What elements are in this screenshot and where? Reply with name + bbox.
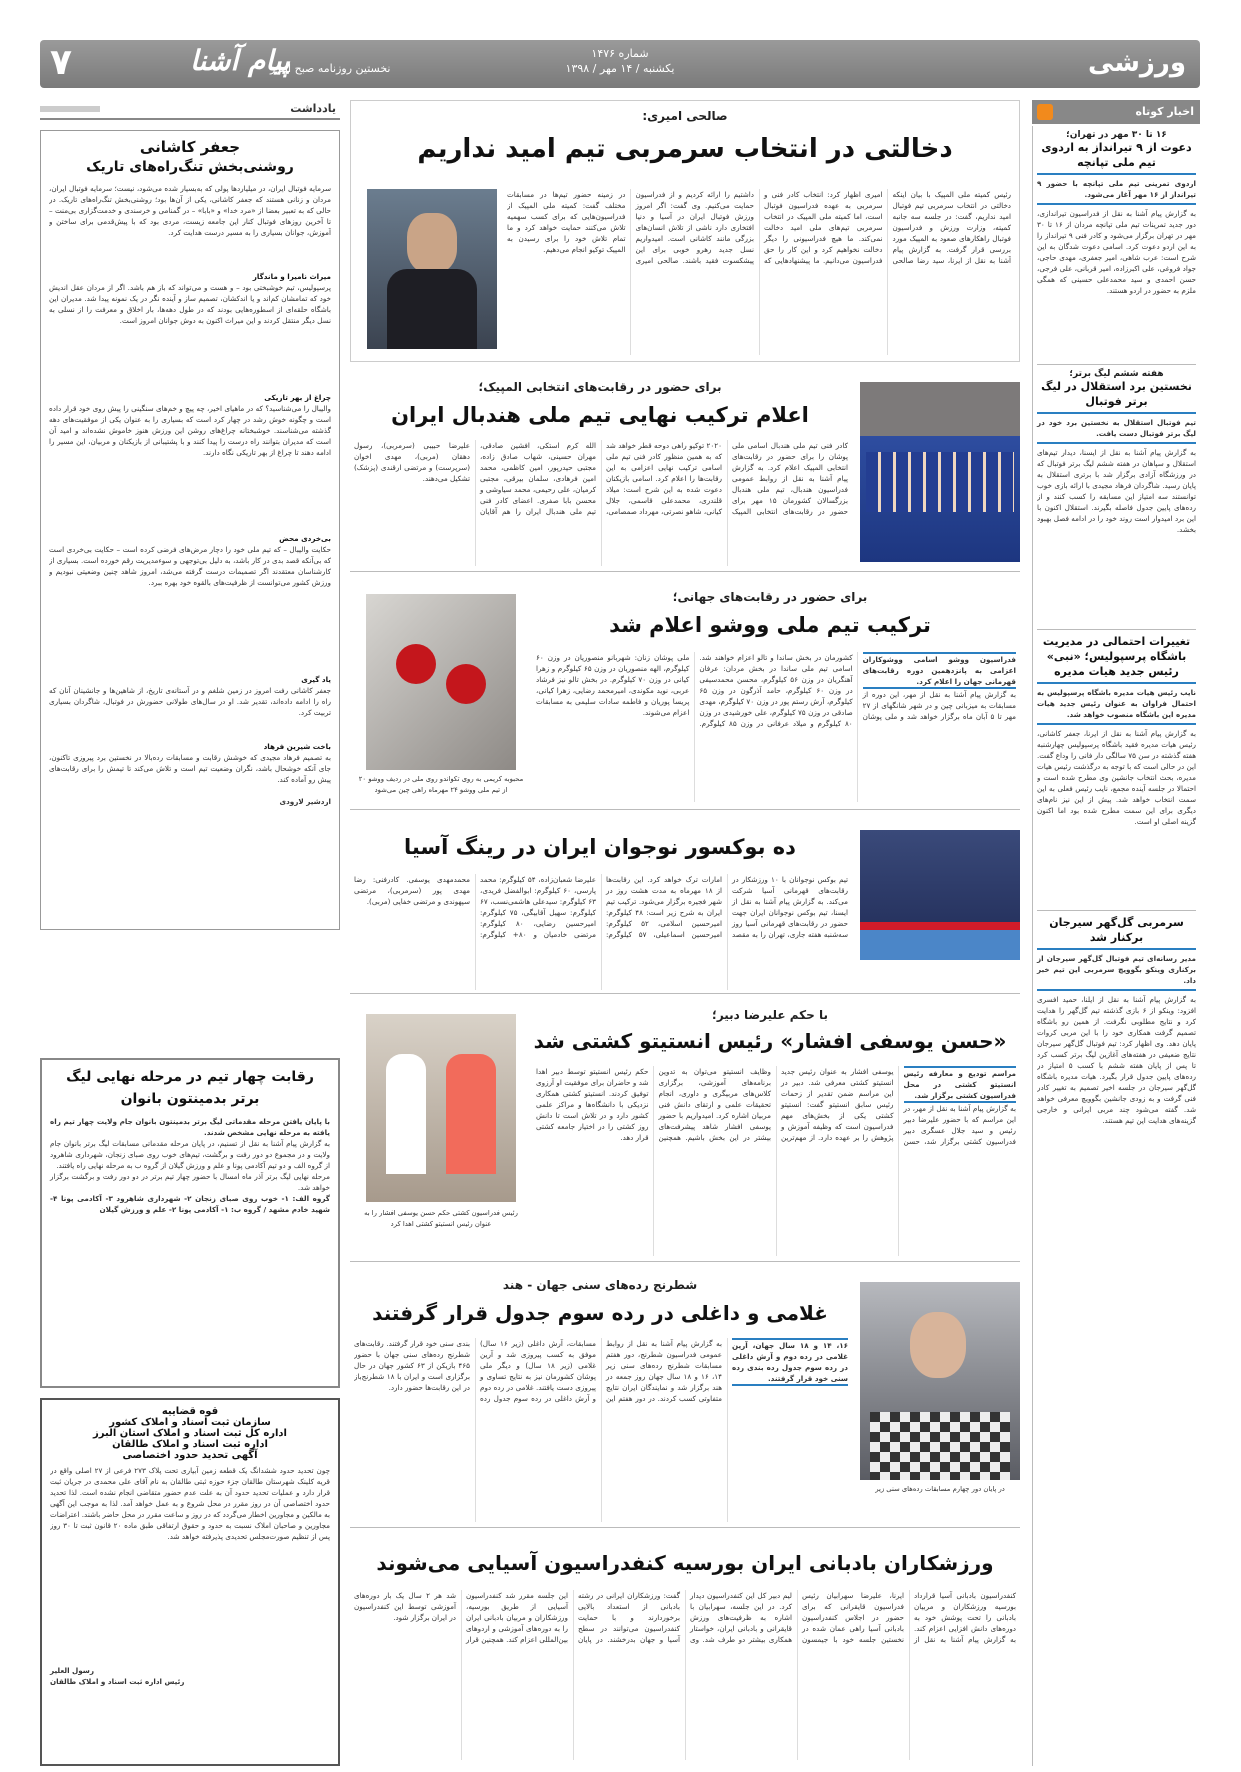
- label-decoration: [40, 106, 100, 112]
- note-title: روشنی‌بخش تنگ‌راه‌های تاریک: [86, 159, 294, 175]
- a6-headline: غلامی و داغلی در رده سوم جدول قرار گرفتند: [372, 1301, 828, 1325]
- a3-caption: محبوبه کریمی به روی تکواندو روی ملی در ردیف ووشو ۲۰ از تیم ملی ووشو ۲۴ مهرماه راهی چین می‌شود: [358, 775, 524, 794]
- a2-headline: اعلام ترکیب نهایی تیم ملی هندبال ایران: [391, 403, 809, 427]
- a6-body-wrap: [354, 1338, 848, 1522]
- ad-title: آگهی تحدید حدود اختصاصی: [122, 1450, 258, 1461]
- ad-org: سازمان ثبت اسناد و املاک کشور: [109, 1417, 271, 1428]
- note-author: جعفر کاشانی: [139, 138, 241, 156]
- note-header: [40, 100, 340, 120]
- a3-lead: فدراسیون ووشو اسامی ووشوکاران اعزامی به پانزدهمین دوره رقابت‌های قهرمانی جهان را اعلام کرد.: [863, 652, 1016, 689]
- person-image: [387, 269, 477, 349]
- news4-title: سرمربی گل‌گهر سیرجان برکنار شد: [1049, 916, 1184, 944]
- boxing-glove-image: [446, 664, 486, 704]
- note-sub5-text: به تصمیم فرهاد مجیدی که خوشش رقابت و مسابقات رده‌بالا در نخستین برد پیروزی تاکنون، جای آنکه خوشحال باشد، نگران وضعیت تیم است و تلاش می‌کند تا تیمش را برای رقابت‌های پیش رو آماده کند.: [49, 753, 331, 784]
- team-image: [866, 452, 1014, 512]
- news1-title: دعوت از ۹ تیرانداز به اردوی تیم ملی تپانچه: [1041, 141, 1192, 169]
- page-header: [40, 40, 1200, 88]
- ad-signer: رسول العلیر: [50, 1666, 95, 1675]
- short-news-label: اخبار کوتاه: [1135, 105, 1194, 118]
- a5-lead: مراسم تودیع و معارفه رئیس انستیتو کشتی در محل فدراسیون کشتی برگزار شد.: [904, 1066, 1017, 1103]
- a3-body: به گزارش پیام آشنا به نقل از مهر، این دوره از مسابقات به میزبانی چین و در شهر شانگهای از ۲۷ مهر تا ۵ آبان ماه برگزار خواهد شد و ملی پوشان کشورمان در بخش ساندا و تالو اعزام خواهند شد. اسامی تیم ملی ساندا در بخش مردان: عرفان آهنگریان در وزن ۵۶ کیلوگرم، محسن محمدسیفی در وزن ۶۰ کیلوگرم، حامد آذرگون در وزن ۶۵ کیلوگرم، آرش رستم پور در وزن ۷۰ کیلوگرم، مهدی صادقی در وزن ۷۵ کیلوگرم، علی خورشیدی در وزن ۸۰ کیلوگرم و میلاد عرفانی در وزن ۸۵ کیلوگرم. ملی پوشان زنان: شهربانو منصوریان در وزن ۶۰ کیلوگرم، الهه منصوریان در وزن ۶۵ کیلوگرم و زهرا کیانی در وزن ۷۰ کیلوگرم. در بخش تالو نیز فرشاد عربی، نوید مکوندی، امیرمحمد رضایی، زهرا کیانی، پریسا پوریان و فاطمه سادات سلیمی به مسابقات اعزام می‌شوند.: [536, 653, 1016, 728]
- note-sub3-text: حکایت والیبال – که تیم ملی خود را دچار مرض‌های فرضی کرده است – حکایت بی‌خردی است که بی‌آنکه قصد بدی در کار باشد، به دلیل بی‌توجهی و سوءمدیریت رقم خورده است. بسیاری از کارشناسان معتقدند اگر تصمیمات درست گرفته می‌شد، امروز شاهد چنین وضعیتی نبودیم و ورزش کشور می‌توانست از ظرفیت‌های بالقوه خود بهره ببرد.: [49, 545, 331, 587]
- chessboard-image: [870, 1412, 1010, 1480]
- note-sub4-title: یاد گیری: [301, 675, 331, 684]
- article-handball: [350, 372, 1020, 572]
- note-signature: اردشیر لارودی: [279, 797, 331, 806]
- issue-number: شماره ۱۴۷۶: [591, 47, 649, 60]
- note-sub2-text: والیبال را می‌شناسید؟ که در ماهیای اخیر، چه پیچ و خم‌های سنگینی را پیش روی خود قرار داده است و چگونه خوش رشد در چهار کرد است که بسیاری را به عنوان یکی از موفقیت‌های دهه گذشته می‌شناسند. خوشبختانه چراغ‌های روشن این ورزش هنوز خاموش نشده‌اند و امید آن است که مدیران بتوانند راه درست را پیدا کنند و با پشتیبانی از بازیکنان و مربیان، این مسیر را ادامه دهند تا چراغ از بهر تاریکی نگاه دارند.: [49, 404, 331, 457]
- a3-photo: [366, 594, 516, 770]
- article-wushu: [350, 582, 1020, 810]
- a4-photo: [860, 830, 1020, 960]
- a5-photo: [366, 1014, 516, 1202]
- ring-floor-image: [860, 930, 1020, 960]
- note-label: یادداشت: [290, 102, 336, 115]
- article-wrestling: [350, 1004, 1020, 1262]
- newspaper-tagline: نخستین روزنامه صبح البرز: [270, 62, 391, 75]
- section-title: ورزشی: [1088, 48, 1186, 78]
- note-sub1-title: میراث نامیرا و ماندگار: [252, 272, 331, 281]
- a6-body: به گزارش پیام آشنا به نقل از روابط عمومی فدراسیون شطرنج، دور هفتم مسابقات شطرنج رده‌های سنی زیر ۱۴، ۱۶ و ۱۸ سال جهان روز جمعه در هند برگزار شد و نمایندگان ایران نتایج متفاوتی کسب کردند. در دور هفتم این مسابقات، آرش داغلی (زیر ۱۶ سال) موفق به کسب پیروزی شد و آرین غلامی (زیر ۱۸ سال) و دیگر ملی پوشان کشورمان نیز به نتایج تساوی و پیروزی دست یافتند. غلامی در رده دوم و آرش داغلی در رده سوم جدول رده بندی سنی خود قرار گرفتند. رقابت‌های شطرنج رده‌های سنی جهان با حضور ۴۶۵ بازیکن از ۶۳ کشور جهان در حال برگزاری است و ایران با ۱۸ شطرنج‌باز در این رقابت‌ها حضور دارد.: [354, 1339, 723, 1403]
- news2-title: نخستین برد استقلال در لیگ برتر فوتبال: [1041, 380, 1192, 408]
- a1-photo: [367, 189, 497, 349]
- a3-body-wrap: [536, 652, 1016, 802]
- a2-photo: [860, 382, 1020, 562]
- a3-headline: ترکیب تیم ملی ووشو اعلام شد: [609, 613, 931, 637]
- a1-body: رئیس کمیته ملی المپیک با بیان اینکه دخالتی در انتخاب سرمربی تیم فوتبال امید نداریم، گفت: در جلسه سه جانبه کمیته، وزارت ورزش و فدراسیون فوتبال راهکارهای صعود به المپیک مورد بررسی قرار گرفت. به گزارش پیام آشنا به نقل از ایرنا، سید رضا صالحی امیری اظهار کرد: انتخاب کادر فنی و سرمربی به عهده فدراسیون فوتبال است، اما کمیته ملی المپیک در انتخاب سرمربی تیم‌های ملی امید دخالت نمی‌کند. ما هیچ فدراسیونی را دیگر دخالت نخواهیم کرد و این کار را حق فدراسیون می‌دانیم. ما پیشنهادهایی که داشتیم را ارائه کردیم و از فدراسیون حمایت می‌کنیم. وی گفت: اگر امروز ورزش فوتبال ایران در آسیا و دنیا افتخاری دارد ناشی از تلاش انسان‌های بزرگی مانند کاشانی است. امیدواریم نسل جدید رهرو خوبی برای این پیشکسوت فقید باشند. صالحی امیری در زمینه حضور تیم‌ها در مسابقات مختلف گفت: کمیته ملی المپیک از فدراسیون‌هایی که برای کسب سهمیه تلاش می‌کنند حمایت خواهد کرد و ما تمام تلاش خود را برای رسیدن به المپیک توکیو انجام می‌دهیم.: [507, 190, 1011, 265]
- ad-org3: اداره ثبت اسناد و املاک طالقان: [112, 1439, 268, 1450]
- badminton-body: به گزارش پیام آشنا به نقل از تسنیم، در پایان مرحله مقدماتی مسابقات لیگ برتر بانوان جام ولایت و در مجموع دو دور رفت و برگشت، تیم‌های خوب روی صبای زنجان، شهرداری شاهرود از گروه الف و دو تیم آکادمی پونا و علم و ورزش گیلان از گروه ب به مرحله نهایی راه یافتند.: [50, 1139, 330, 1170]
- article-olympic: [350, 100, 1020, 362]
- note-sub2-title: چراغ از بهر تاریکی: [264, 393, 331, 402]
- person-image: [386, 1054, 426, 1174]
- a1-kicker: صالحی امیری:: [642, 109, 728, 123]
- article-boxing: [350, 820, 1020, 994]
- a5-headline: «حسن یوسفی افشار» رئیس انستیتو کشتی شد: [533, 1029, 1007, 1053]
- note-sub4-text: جعفر کاشانی رفت امروز در زمین شلغم و در آستانه‌ی تاریخ، از شاهین‌ها و جانشینان آنان که راه را ادامه داده‌اند، تقدیر شد. او در سال‌های طولانی حضورش در فوتبال، شاگردان بسیاری تربیت کرد.: [49, 686, 331, 717]
- newspaper-logo: پیام آشنا: [190, 44, 291, 77]
- note-box: [40, 130, 340, 930]
- badminton-lead: با پایان یافتن مرحله مقدماتی لیگ برتر بدمینتون بانوان جام ولایت چهار تیم راه یافته به مرحله نهایی مشخص شدند.: [50, 1117, 330, 1137]
- news1-date: ۱۶ تا ۳۰ مهر در تهران؛: [1066, 130, 1167, 140]
- short-news-header: [1032, 100, 1200, 124]
- a7-headline: ورزشکاران بادبانی ایران بورسیه کنفدراسیون آسیایی می‌شوند: [376, 1551, 994, 1575]
- ad-judiciary: قوه قضاییه: [161, 1406, 219, 1417]
- rss-icon[interactable]: [1037, 104, 1053, 120]
- a7-body: کنفدراسیون بادبانی آسیا قرارداد بورسیه ورزشکاران و مربیان بادبانی را تحت پوشش خود به دوره‌های دانش افزایی اعزام کند. به گزارش پیام آشنا به نقل از ایرنا، علیرضا سهرابیان رئیس فدراسیون قایقرانی که برای حضور در اجلاس کنفدراسیون بادبانی آسیا راهی عمان شده در نخستین جلسه خود با جیمسون لیم دبیر کل این کنفدراسیون دیدار کرد. در این جلسه، سهرابیان با اشاره به ظرفیت‌های ورزش قایقرانی و بادبانی ایران، خواستار همکاری بیشتر دو طرف شد. وی گفت: ورزشکاران ایرانی در رشته بادبانی از استعداد بالایی برخوردارند و با حمایت کنفدراسیون می‌توانند در سطح آسیا و جهان بدرخشند. در پایان این جلسه مقرر شد کنفدراسیون آسیایی از طریق بورسیه، ورزشکاران و مربیان بادبانی ایران را به دوره‌های آموزشی و اردوهای بین‌المللی اعزام کند. همچنین قرار شد هر ۲ سال یک بار دوره‌های آموزشی توسط این کنفدراسیون در ایران برگزار شود.: [354, 1591, 1016, 1644]
- news3-title: تغییرات احتمالی در مدیریت باشگاه پرسپولیس؛ «نبی» رئیس جدید هیات مدیره: [1042, 635, 1191, 678]
- legal-ad: [40, 1398, 340, 1766]
- news2-kicker: هفته ششم لیگ برتر؛: [1069, 369, 1164, 379]
- issue-info: [40, 46, 1200, 76]
- person-image: [910, 1312, 966, 1378]
- badminton-results: گروه الف: ۱- خوب روی صبای زنجان ۲- شهرداری شاهرود ۳- آکادمی پونا ۴- شهید خادم مشهد / گروه ب: ۱- آکادمی پونا ۲- علم و ورزش گیلان: [50, 1194, 330, 1214]
- ad-body: چون تحدید حدود ششدانگ یک قطعه زمین آبیاری تحت پلاک ۲۷۳ فرعی از ۲۷ اصلی واقع در قریه کلینک شهرستان طالقان جزء حوزه ثبتی طالقان به نام آقای علی محمدی در جریان ثبت قرار دارد و عملیات تحدید حدود آن به علت عدم حضور متقاضی انجام نشده است. لذا تحدید حدود اختصاصی آن در روز مقرر در محل شروع و به عمل خواهد آمد. لذا به موجب این آگهی به مالکین و مجاورین اخطار می‌گردد که در روز و ساعت مقرر در محل حاضر باشند. اعتراضات مجاورین و صاحبان املاک نسبت به حدود و حقوق ارتفاقی طبق ماده ۲۰ قانون ثبت تا ۳۰ روز پس از تنظیم صورت‌مجلس تحدیدی پذیرفته خواهد شد.: [50, 1466, 330, 1541]
- a6-photo: [860, 1282, 1020, 1480]
- boxing-glove-image: [396, 644, 436, 684]
- a3-kicker: برای حضور در رقابت‌های جهانی؛: [672, 590, 868, 604]
- page-number: ۷: [50, 42, 72, 83]
- a6-kicker: شطرنج رده‌های سنی جهان - هند: [502, 1278, 698, 1292]
- article-chess: [350, 1272, 1020, 1528]
- note-sub1-text: پرسپولیس، تیم خوشبختی بود – و هست و می‌تواند که باز هم باشد. اگر از مردان عقل اندیش خود که تمامشان کم‌اند و یا اندکشان، تصمیم ساز و آینده نگر در یک نمونه پیدا شد. مدیران این باشگاه حلقه‌ای از اسطوره‌هایی بودند که در طول دهه‌ها، بار اخلاق و معرفت را از نسلی به نسل دیگر منتقل کردند و این میراث اکنون به دوش جوانان امروز است.: [49, 283, 331, 325]
- a6-lead: ۱۶، ۱۴ و ۱۸ سال جهان، آرین غلامی در رده دوم و آرش داغلی در رده سوم جدول رده بندی رده سنی خود قرار گرفتند.: [732, 1338, 848, 1386]
- issue-date: یکشنبه / ۱۴ مهر / ۱۳۹۸: [565, 62, 675, 75]
- badminton-box: [40, 1058, 340, 1388]
- badminton-body2: مرحله نهایی لیگ برتر آذر ماه امسال با حضور چهار تیم برتر در دو دور رفت و برگشت برگزار خواهد شد.: [50, 1172, 330, 1192]
- note-sub5-title: باخت شیرین فرهاد: [263, 742, 331, 751]
- a5-caption: رئیس فدراسیون کشتی حکم حسن یوسفی افشار را به عنوان رئیس انستیتو کشتی اهدا کرد: [364, 1209, 518, 1228]
- ring-rope-image: [860, 922, 1020, 930]
- a6-caption: در پایان دور چهارم مسابقات رده‌های سنی زیر: [875, 1485, 1005, 1493]
- a5-body: به گزارش پیام آشنا به نقل از مهر، در این مراسم که با حضور علیرضا دبیر رئیس و سید جلال عسگری دبیر فدراسیون کشتی برگزار شد، حسن یوسفی افشار به عنوان رئیس جدید انستیتو کشتی معرفی شد. دبیر در این مراسم ضمن تقدیر از زحمات رئیس سابق انستیتو گفت: انستیتو کشتی یکی از بخش‌های مهم فدراسیون است که وظیفه آموزش و پژوهش را بر عهده دارد. از مهم‌ترین وظایف انستیتو می‌توان به تدوین برنامه‌های آموزشی، برگزاری کلاس‌های مربیگری و داوری، انجام تحقیقات علمی و ارتقای دانش فنی مربیان اشاره کرد. امیدواریم با حضور یوسفی افشار شاهد پیشرفت‌های بیشتر در این بخش باشیم. همچنین حکم رئیس انستیتو توسط دبیر اهدا شد و حاضران برای موفقیت او آرزوی توفیق کردند. انستیتو کشتی همکاری نزدیکی با دانشگاه‌ها و مراکز علمی کشور دارد و در تلاش است تا دانش روز کشتی را در اختیار جامعه کشتی قرار دهد.: [536, 1067, 1016, 1146]
- news4-lead: مدیر رسانه‌ای تیم فوتبال گل‌گهر سیرجان از برکناری وینکو بگوویچ سرمربی این تیم خبر داد.: [1037, 954, 1196, 985]
- person-image: [407, 213, 457, 273]
- news3-lead: نایب رئیس هیات مدیره باشگاه پرسپولیس به احتمال فراوان به عنوان رئیس جدید هیات مدیره این باشگاه منصوب خواهد شد.: [1037, 688, 1196, 719]
- a5-body-wrap: [536, 1066, 1016, 1256]
- news4-body: به گزارش پیام آشنا به نقل از ایلنا، حمید افسری افزود: وینکو از ۶ بازی گذشته تیم گل‌گهر را هدایت کرد و نتایج مطلوبی نگرفت. از همین رو باشگاه تصمیم گرفت همکاری خود را با این مربی کروات پایان دهد. وی اظهار کرد: تیم فوتبال گل‌گهر سیرجان نتایج ضعیفی در هفته‌های آغازین لیگ برتر کسب کرد تا پس از پایان هفته ششم با کسب ۵ امتیاز در رده‌های پایین جدول قرار بگیرد. هیات مدیره باشگاه گل‌گهر سیرجان در جلسه اخیر تصمیم به تغییر کادر فنی گرفت و به زودی جانشین بگوویچ معرفی خواهد شد. گفته می‌شود چند مربی ایرانی و خارجی گزینه‌های هدایت این تیم هستند.: [1037, 995, 1196, 1125]
- ad-org2: اداره کل ثبت اسناد و املاک استان البرز: [93, 1428, 287, 1439]
- note-intro: سرمایه فوتبال ایران، در میلیاردها پولی که به‌بسیار شده می‌شود، نیست؛ سرمایه فوتبال ایران، مردان و زنانی هستند که جعفر کاشانی، یکی از آن‌ها بود؛ روشنی‌بخش تنگ‌راه‌های تاریک. در حالی که به تعبیر بعضا از «مرد خدا» و «بابا» – در گمنامی و خرسندی و خدمت‌گزاری بی‌منت – تا آخرین روزهای فوتبال کنار این جامعه زیست، مردی بود که با پیش‌قدمی برای ساختن و آموزش، جوانان بسیاری را به مسیر درست هدایت کرد.: [49, 184, 331, 237]
- news2-lead: تیم فوتبال استقلال به نخستین برد خود در لیگ برتر فوتبال دست یافت.: [1037, 418, 1196, 438]
- a4-body: تیم بوکس نوجوانان با ۱۰ ورزشکار در رقابت‌های قهرمانی آسیا شرکت می‌کند. به گزارش پیام آشنا به نقل از ایسنا، تیم بوکس نوجوانان ایران جهت حضور در رقابت‌های قهرمانی آسیا روز سه‌شنبه هفته جاری، تهران را به مقصد امارات ترک خواهد کرد. این رقابت‌ها از ۱۸ مهرماه به مدت هشت روز در شهر فجیره برگزار می‌شود. ترکیب تیم ایران به شرح زیر است: ۴۸ کیلوگرم: امیرحسین اسلامی، ۵۲ کیلوگرم: امیرحسین اسماعیلی، ۵۷ کیلوگرم: علیرضا شعبان‌زاده، ۵۴ کیلوگرم: محمد پارسی، ۶۰ کیلوگرم: ابوالفضل فریدی، ۶۳ کیلوگرم: سیدعلی هاشمی‌نسب، ۶۷ کیلوگرم: سهیل آقابیگی، ۷۵ کیلوگرم: امیرحسین رضایی، ۸۰ کیلوگرم: مرتضی خادمیان و ۸۰+ کیلوگرم: محمدمهدی یوسفی. کادرفنی: رضا مهدی پور (سرمربی)، مرتضی سپهوندی و مرتضی خفایی (مربی).: [354, 875, 848, 939]
- a2-body: کادر فنی تیم ملی هندبال اسامی ملی پوشان را برای حضور در رقابت‌های انتخابی المپیک اعلام کرد. به گزارش پیام آشنا به نقل از روابط عمومی فدراسیون هندبال، تیم ملی هندبال بزرگسالان کشورمان ۱۵ مهر برای حضور در رقابت‌های انتخابی المپیک ۲۰۲۰ توکیو راهی دوحه قطر خواهد شد که به همین منظور کادر فنی تیم ملی اسامی ترکیب نهایی اعزامی به این رقابت‌ها را اعلام کرد. اسامی بازیکنان دعوت شده به این شرح است: میلاد قلندری، محمدعلی قاسمی، جلال کیانی، شاهو نصرتی، مهرداد صمصامی، الله کرم استکی، افشین صادقی، مهران حسینی، شهاب صادق زاده، مجتبی حیدرپور، امین کاظمی، محمد امین فرهادی، سلمان بیرقی، مجتبی کرمیان، علی رحیمی، محمد سیاوشی و محسن بابا صفری. اعضای کادر فنی تیم ملی هندبال ایران را هم آقایان علیرضا حبیبی (سرمربی)، رسول دهقان (مربی)، مهدی اخوان (سرپرست) و مرتضی ارقندی (پزشک) تشکیل می‌دهند.: [354, 441, 848, 516]
- news2-body: به گزارش پیام آشنا به نقل از ایسنا، دیدار تیم‌های استقلال و سپاهان در هفته ششم لیگ برتر فوتبال که در ورزشگاه آزادی برگزار شد با برتری استقلال به پایان رسید. شاگردان فرهاد مجیدی با ارائه بازی خوب توانستند سه امتیاز این مسابقه را کسب کنند و از رده‌های پایین جدول فاصله بگیرند. استقلال اکنون با این برد امیدوار است روند خود را در ادامه فصل بهبود بخشد.: [1037, 448, 1196, 534]
- short-news-column: [1032, 126, 1200, 1766]
- article-sailing: [350, 1538, 1020, 1766]
- person-image: [446, 1054, 496, 1174]
- news3-body: به گزارش پیام آشنا به نقل از ایرنا، جعفر کاشانی، رئیس هیات مدیره فقید باشگاه پرسپولیس چهارشنبه هفته گذشته در سن ۷۵ سالگی دار فانی را وداع گفت. این در حالی است که با توجه به درگذشت رئیس هیات مدیره، بحث انتخاب جانشین وی مطرح شده است و احتمالا در جلسه آینده مجمع، نایب رئیس فعلی به این سمت انتخاب خواهد شد. پیش از این نیز نام‌های دیگری برای این سمت مطرح شده بود اما اکنون گزینه اصلی او است.: [1037, 729, 1196, 826]
- ad-signer-title: رئیس اداره ثبت اسناد و املاک طالقان: [50, 1677, 185, 1686]
- a4-headline: ده بوکسور نوجوان ایران در رینگ آسیا: [404, 835, 796, 859]
- news1-body: به گزارش پیام آشنا به نقل از فدراسیون تیراندازی، دور جدید تمرینات تیم ملی تپانچه مردان از ۱۶ تا ۳۰ مهر در تهران برگزار می‌شود و کادر فنی ۹ تیرانداز را به این اردو دعوت کرد. اسامی دعوت شدگان به این شرح است: عرب شاهی، امیر جعفری، مهدی حاجی، جواد فروغی، علی اکبرزاده، امیر قربانی، علی فرجی، حسن احمدی و سید محمدعلی حسینی که همگی ملزم به حضور در اردو هستند.: [1037, 209, 1196, 295]
- a1-headline: دخالتی در انتخاب سرمربی تیم امید نداریم: [417, 134, 953, 164]
- a2-kicker: برای حضور در رقابت‌های انتخابی المپیک؛: [478, 380, 722, 394]
- note-sub3-title: بی‌خردی محض: [279, 534, 331, 543]
- a5-kicker: با حکم علیرضا دبیر؛: [712, 1008, 828, 1022]
- news1-lead: اردوی تمرینی تیم ملی تپانچه با حضور ۹ تیرانداز از ۱۶ مهر آغاز می‌شود.: [1037, 179, 1196, 199]
- badminton-title: رقابت چهار تیم در مرحله نهایی لیگ برتر بدمینتون بانوان: [66, 1069, 314, 1107]
